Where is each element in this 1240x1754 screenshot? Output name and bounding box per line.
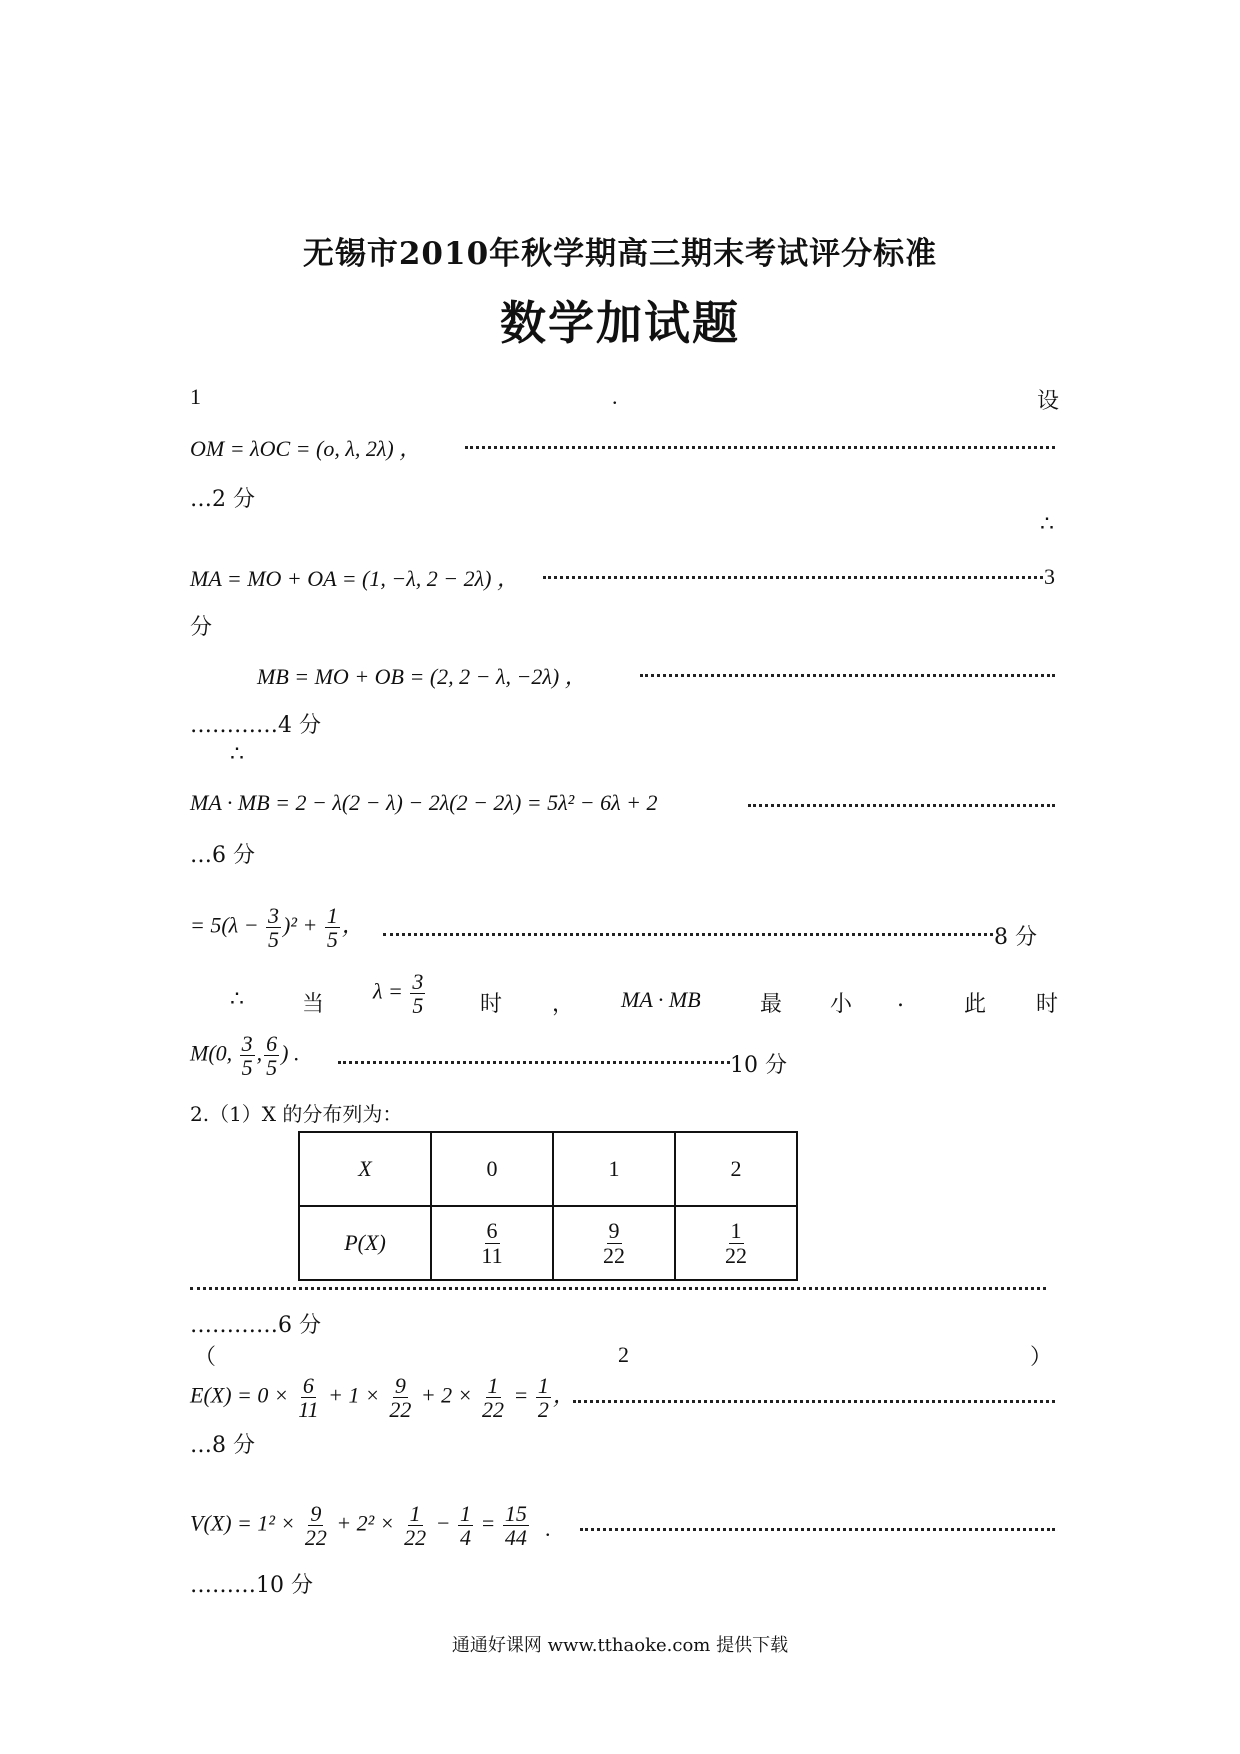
text-zui: 最 [760,992,783,1017]
table-cell: X [299,1132,431,1206]
fraction: $\frac{6}{5}$ [266,1031,278,1081]
text-comma: ， [552,992,575,1017]
vector-product: MA · MB [621,987,701,1012]
fraction: $\frac{1}{22}$ [404,1501,427,1551]
table-cell [553,1206,675,1280]
fraction: $\frac{15}{44}$ [504,1501,527,1551]
fraction: $\frac{3}{5}$ [412,969,424,1019]
expectation-equation: E(X) = 0 × $\frac{6}{11}$ + 1 × $\frac{9}{22}$ + 2 × $\frac{1}{22}$ = $\frac{1}{2}$ ， [190,1373,575,1423]
score-8: 8 分 [994,925,1037,950]
score-6: …………6 分 [190,1313,321,1338]
fraction: $\frac{9}{22}$ [603,1218,625,1268]
text-shi: 时 [1036,992,1059,1017]
text-she: 设 [1037,389,1060,414]
fraction: $\frac{1}{22}$ [482,1373,505,1423]
text-shi: 时 [480,992,503,1017]
footer-text: 通通好课网 www.tthaoke.com 提供下载 [451,1635,789,1656]
score-3: 3 [1044,564,1055,589]
leader-dots [383,933,993,936]
table-cell [675,1206,797,1280]
therefore-symbol: ∴ [230,742,244,767]
score-2: …2 分 [190,487,255,512]
score-10: ………10 分 [190,1573,313,1598]
therefore-symbol: ∴ [230,987,244,1012]
document-subtitle: 数学加试题 [500,296,740,350]
score-3-unit: 分 [190,615,213,640]
period: . [545,1516,551,1541]
document-title: 无锡市2010年秋学期高三期末考试评分标准 [302,236,938,272]
equation-completed-square: = 5(λ − $\frac{3}{5}$ )² + $\frac{1}{5}$ ， [190,903,364,953]
point-m: M(0, $\frac{3}{5}$ , $\frac{6}{5}$ ) . [190,1031,300,1081]
equation-dot-product: MA · MB = 2 − λ(2 − λ) − 2λ(2 − 2λ) = 5λ² − 6λ + 2 [190,790,658,815]
leader-dots [748,804,1055,807]
fraction: $\frac{3}{5}$ [268,903,280,953]
score-8: …8 分 [190,1433,255,1458]
fraction: $\frac{6}{11}$ [298,1373,319,1423]
leader-dots [465,446,1055,449]
paren-close: ） [1030,1345,1053,1370]
equation-ma: MA = MO + OA = (1, −λ, 2 − 2λ) ， [190,566,519,591]
text-ci: 此 [964,992,987,1017]
table-row [299,1206,797,1280]
equation-mb: MB = MO + OB = (2, 2 − λ, −2λ) ， [257,664,587,689]
table-cell: 0 [431,1132,553,1206]
equation-om: OM = λOC = (o, λ, 2λ) ， [190,436,422,461]
condition-lambda: λ = $\frac{3}{5}$ [373,969,424,1019]
leader-dots [338,1061,730,1064]
therefore-symbol: ∴ [1040,512,1054,537]
table-cell: 2 [675,1132,797,1206]
text-dang: 当 [302,992,325,1017]
fraction: $\frac{1}{4}$ [459,1501,471,1551]
score-10: 10 分 [730,1053,787,1078]
text-dot: . [897,987,904,1012]
question-2-intro: 2.（1）X 的分布列为： [190,1102,403,1126]
leader-dots [580,1528,1055,1531]
leader-dots [640,674,1055,677]
fraction: $\frac{3}{5}$ [241,1031,253,1081]
leader-dots [543,576,1043,579]
fraction: $\frac{1}{2}$ [537,1373,549,1423]
fraction: $\frac{1}{5}$ [326,903,338,953]
paren-open: （ [194,1345,217,1370]
table-cell [431,1206,553,1280]
distribution-table [298,1131,798,1281]
question-period: . [612,384,618,409]
leader-dots [190,1287,1046,1290]
fraction: $\frac{9}{22}$ [304,1501,327,1551]
text-xiao: 小 [830,992,853,1017]
leader-dots [573,1400,1055,1403]
fraction: $\frac{1}{22}$ [725,1218,747,1268]
variance-equation: V(X) = 1² × $\frac{9}{22}$ + 2² × $\frac{1}{22}$ − $\frac{1}{4}$ = $\frac{15}{44}$ [190,1501,527,1551]
score-4: …………4 分 [190,713,321,738]
question-number-1: 1 [190,384,201,409]
table-row [299,1132,797,1206]
table-cell: 1 [553,1132,675,1206]
fraction: $\frac{6}{11}$ [481,1218,503,1268]
part-number: 2 [618,1342,629,1367]
score-6: …6 分 [190,843,255,868]
table-cell: P(X) [299,1206,431,1280]
fraction: $\frac{9}{22}$ [389,1373,412,1423]
